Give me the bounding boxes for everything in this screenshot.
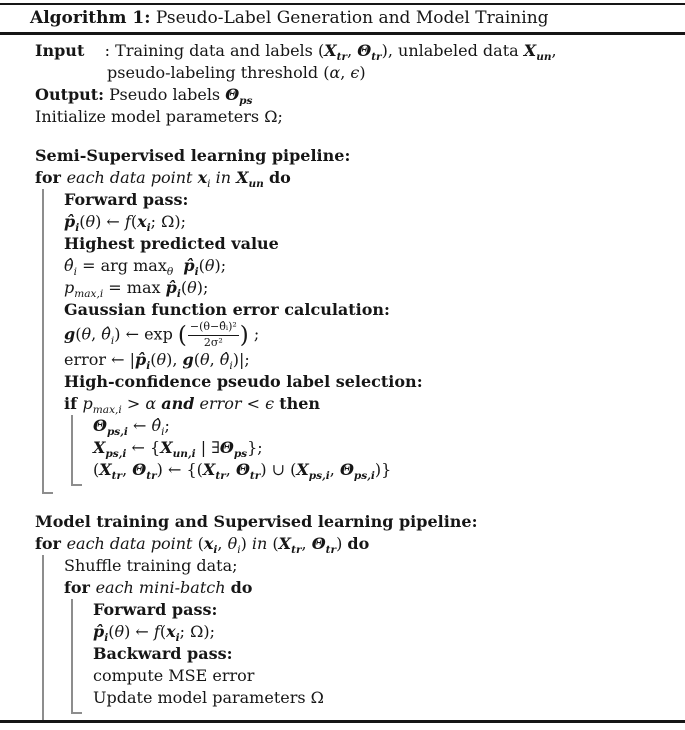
text-run: tr — [146, 470, 157, 483]
text-run: each data point — [66, 168, 198, 187]
loop-block — [42, 189, 681, 494]
text-run: Θ — [225, 85, 240, 104]
text-run: x — [137, 212, 147, 231]
text-run: θ — [114, 622, 125, 642]
text-run: , — [551, 41, 557, 60]
text-run: x — [166, 622, 176, 642]
text-run: )} — [374, 460, 392, 480]
text-run — [173, 256, 183, 275]
text-run: ( — [108, 622, 115, 642]
text-run: ( — [267, 534, 279, 554]
text-run: i — [75, 222, 80, 235]
text-run: each mini-batch — [95, 578, 231, 598]
text-run: θ̂ — [64, 256, 74, 275]
text-run: θ̂ — [151, 416, 162, 436]
text-run: tr — [215, 470, 226, 483]
algo-line — [35, 511, 681, 533]
text-run: θ̂ — [219, 350, 230, 370]
text-run: i — [194, 266, 199, 279]
text-run: ; Ω); — [179, 622, 216, 642]
algo-line — [64, 189, 681, 211]
text-run: Θ — [93, 416, 107, 436]
text-run: f — [153, 622, 160, 642]
text-run: ) ∪ ( — [260, 460, 297, 480]
text-run: max,i — [92, 404, 122, 417]
text-run: ( — [197, 534, 204, 554]
text-run: ps,i — [105, 448, 127, 461]
text-run: θ̂ — [101, 324, 111, 344]
text-run: ), unlabeled data — [381, 41, 524, 60]
text-run: ps — [239, 95, 253, 108]
text-run: do — [230, 578, 253, 598]
text-run: X — [523, 41, 537, 60]
text-run: Θ — [357, 41, 372, 60]
algo-line — [93, 459, 681, 481]
text-run: ); — [214, 256, 227, 275]
text-run: α — [329, 63, 341, 82]
text-run: ) ← {( — [156, 460, 203, 480]
text-run: i — [73, 266, 78, 279]
algo-line — [35, 62, 681, 84]
text-run: ; Ω); — [150, 212, 187, 231]
text-run: θ — [156, 350, 167, 370]
text-run: i — [104, 632, 109, 645]
text-run: tr — [291, 544, 302, 557]
text-run: p — [82, 394, 93, 414]
text-run: , — [91, 324, 102, 344]
text-run: | ∃ — [195, 438, 220, 458]
algo-line — [64, 555, 681, 577]
algo-line — [64, 349, 681, 371]
algo-line — [35, 145, 681, 167]
algo-line — [64, 255, 681, 277]
text-run: θ — [187, 278, 197, 297]
text-run: ) ← — [124, 622, 154, 642]
algo-line — [93, 687, 681, 709]
text-run: Highest predicted value — [64, 234, 279, 253]
text-run: , — [340, 63, 351, 82]
algo-line — [64, 277, 681, 299]
text-run: ps,i — [308, 470, 330, 483]
text-run: θ — [85, 212, 96, 231]
text-run: Backward pass: — [93, 644, 233, 664]
text-run: if — [64, 394, 83, 414]
bottom-rule — [0, 720, 685, 723]
text-run: = arg max — [77, 256, 167, 275]
text-run: ( — [198, 256, 205, 275]
loop-block — [71, 415, 681, 486]
text-run: θ — [227, 534, 238, 554]
text-run: Input — [35, 41, 85, 60]
text-run: Output: — [35, 85, 105, 104]
text-run: ← { — [126, 438, 161, 458]
text-run: X — [324, 41, 337, 60]
text-run: tr — [371, 51, 382, 64]
text-run: tr — [111, 470, 123, 483]
text-run: ps — [233, 448, 248, 461]
text-run: Model training and Supervised learning pipeline: — [35, 512, 478, 532]
text-run: p̂ — [64, 212, 76, 231]
text-run: tr — [325, 544, 337, 557]
loop-block — [42, 555, 681, 722]
text-run: θ — [166, 266, 174, 279]
text-run: ( — [193, 350, 200, 370]
text-run: i — [207, 178, 211, 191]
text-run: X — [202, 460, 216, 480]
text-run: Θ — [235, 460, 250, 480]
text-run: Θ — [219, 438, 234, 458]
algo-line — [35, 106, 681, 128]
text-run: max,i — [74, 288, 104, 301]
text-run: error ← | — [64, 350, 136, 370]
text-run: un — [536, 51, 552, 64]
text-run: ( — [79, 212, 86, 231]
text-run: Shuffle training data; — [64, 556, 238, 576]
text-run: Forward pass: — [64, 190, 189, 209]
text-run: , — [209, 350, 220, 370]
algo-line — [64, 371, 681, 393]
algo-line — [93, 621, 681, 643]
text-run: x — [203, 534, 214, 554]
text-run: p̂ — [183, 256, 195, 275]
text-run: i — [146, 222, 151, 235]
text-run: error — [199, 394, 242, 414]
text-run: X — [160, 438, 173, 458]
text-run: )|; — [232, 350, 250, 370]
text-run: ) — [239, 322, 249, 349]
text-run: tr — [249, 470, 261, 483]
text-run: p̂ — [135, 350, 147, 370]
text-run: ← — [127, 416, 152, 436]
text-run: in — [251, 534, 268, 554]
text-run: X — [296, 460, 309, 480]
text-run: i — [213, 544, 218, 557]
text-run: each data point — [66, 534, 198, 554]
text-run: Θ — [311, 534, 326, 554]
text-run: > — [121, 394, 146, 414]
text-run: , — [329, 460, 340, 480]
text-run: ) ← exp — [114, 324, 178, 344]
text-run: ; — [164, 416, 170, 436]
text-run: then — [279, 394, 321, 414]
text-run: un — [248, 178, 264, 191]
text-run: Update model parameters Ω — [93, 688, 324, 708]
text-run: p — [64, 278, 75, 297]
text-run: X — [99, 460, 112, 480]
text-run: ); — [196, 278, 209, 297]
text-run: x — [197, 168, 208, 187]
text-run: Semi-Supervised learning pipeline: — [35, 146, 351, 165]
algo-line — [93, 643, 681, 665]
text-run: i — [175, 632, 180, 645]
text-run: p̂ — [93, 622, 105, 642]
text-run: i — [237, 544, 241, 557]
text-run: ) — [359, 63, 366, 82]
text-run: g — [182, 350, 194, 370]
text-run: for — [64, 578, 96, 598]
text-run: ; — [248, 324, 260, 344]
algo-line — [64, 321, 681, 349]
text-run: Θ — [339, 460, 354, 480]
text-run: p̂ — [165, 278, 177, 297]
text-run: ( — [130, 212, 138, 231]
text-run: Forward pass: — [93, 600, 218, 620]
text-run: ps,i — [106, 426, 128, 439]
text-run: for — [35, 168, 67, 187]
text-run: ps,i — [353, 470, 375, 483]
algo-line — [64, 577, 681, 599]
text-run: X — [93, 438, 106, 458]
text-run: i — [176, 288, 181, 301]
text-run: θ — [204, 256, 215, 275]
algo-line — [64, 299, 681, 321]
text-run: Pseudo labels — [104, 85, 226, 104]
text-run: do — [347, 534, 370, 554]
text-run: i — [110, 334, 115, 347]
text-run: Pseudo-Label Generation and Model Training — [150, 8, 549, 28]
text-run: and — [161, 394, 195, 414]
text-run: Θ — [132, 460, 147, 480]
text-run: ( — [93, 460, 100, 480]
text-run: ϵ — [350, 63, 360, 82]
top-rule — [0, 3, 685, 5]
fraction: $\frac{\text{−(θ−θ̂ᵢ)²}}{\text{2σ²}}$ — [189, 320, 237, 349]
text-run: , — [217, 534, 228, 554]
text-run: in — [210, 168, 237, 187]
algo-line — [64, 211, 681, 233]
text-run: = max — [103, 278, 166, 297]
algo-line — [93, 415, 681, 437]
text-run: < — [241, 394, 266, 414]
algo-line — [35, 84, 681, 106]
text-run: do — [268, 168, 291, 187]
text-run: α — [145, 394, 157, 414]
text-run: compute MSE error — [93, 666, 255, 686]
text-run: ( — [159, 622, 167, 642]
loop-block — [71, 599, 681, 714]
algo-line — [93, 437, 681, 459]
text-run: ( — [150, 350, 157, 370]
text-run: , — [347, 41, 358, 60]
text-run: ϵ — [265, 394, 275, 414]
text-run: un,i — [172, 448, 196, 461]
text-run: High-confidence pseudo label selection: — [64, 372, 423, 392]
algo-line — [93, 665, 681, 687]
text-run: Gaussian function error calculation: — [64, 300, 390, 319]
text-run: , — [301, 534, 312, 554]
text-run: , — [225, 460, 236, 480]
text-run: θ — [81, 324, 92, 344]
text-run: ) — [240, 534, 252, 554]
text-run: ( — [75, 324, 82, 344]
text-run: f — [124, 212, 131, 231]
text-run: ), — [166, 350, 183, 370]
text-run: Initialize model parameters Ω; — [35, 107, 283, 126]
text-run: X — [236, 168, 249, 187]
algo-line — [93, 599, 681, 621]
text-run: X — [278, 534, 292, 554]
text-run: pseudo-labeling threshold ( — [107, 63, 330, 82]
title-divider-rule — [0, 32, 685, 35]
algo-line — [64, 233, 681, 255]
algorithm-body — [35, 40, 681, 725]
text-run: i — [146, 360, 151, 373]
text-run: i — [229, 360, 233, 373]
text-run: }; — [247, 438, 263, 458]
algo-line — [35, 533, 681, 555]
text-run: ( — [180, 278, 188, 297]
text-run: : Training data and labels ( — [84, 41, 325, 60]
text-run: ) — [336, 534, 348, 554]
text-run: for — [35, 534, 67, 554]
text-run: Algorithm 1: — [30, 8, 151, 28]
text-run: , — [122, 460, 133, 480]
text-run: ( — [177, 322, 187, 349]
algo-line — [35, 167, 681, 189]
text-run: i — [161, 426, 165, 439]
text-run: ) ← — [95, 212, 125, 231]
algorithm-title — [30, 7, 685, 29]
text-run: θ — [199, 350, 210, 370]
algo-line — [64, 393, 681, 415]
text-run: tr — [336, 51, 348, 64]
algo-line — [35, 40, 681, 62]
text-run: g — [64, 324, 76, 344]
